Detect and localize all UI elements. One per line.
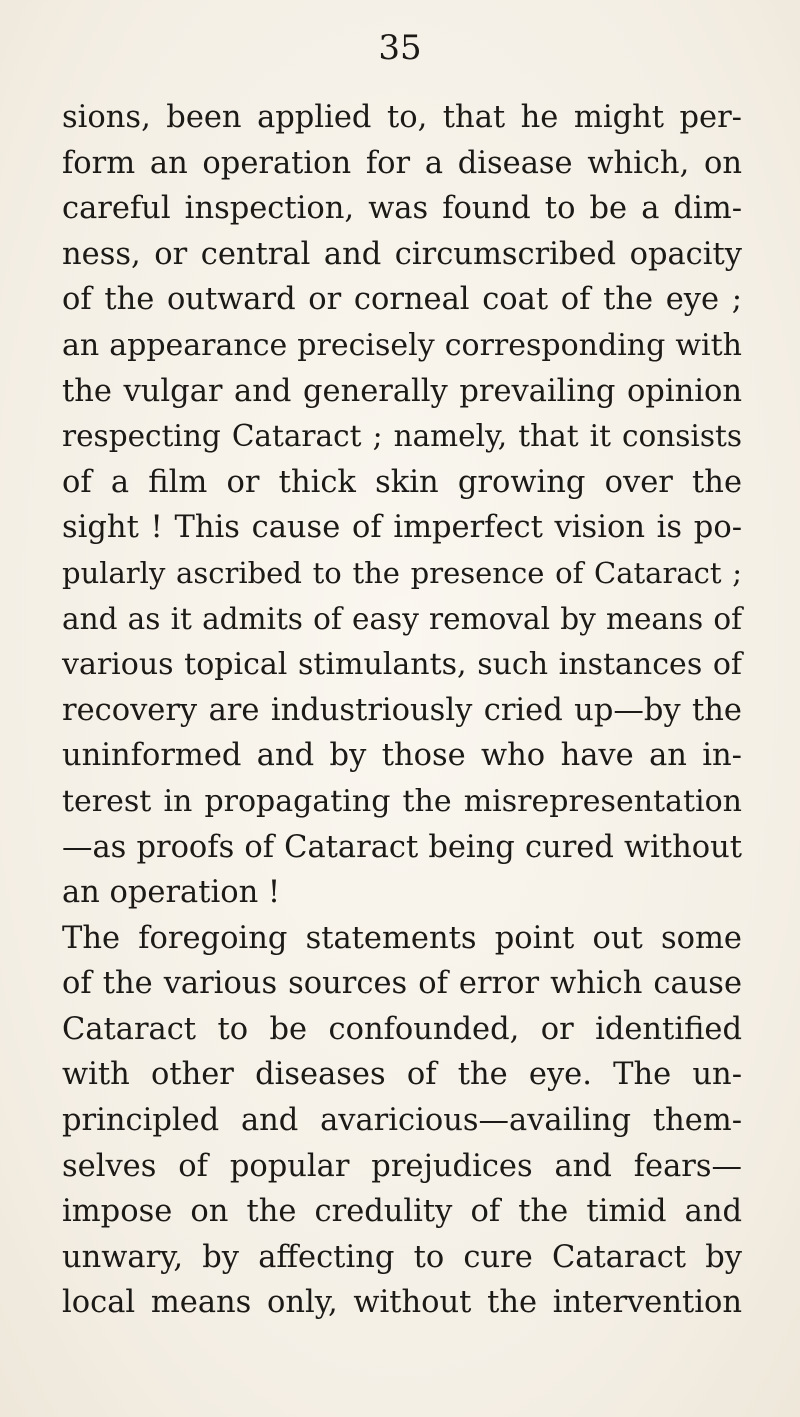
text-line: recovery are industriously cried up—by the xyxy=(62,692,742,728)
text-line: and as it admits of easy removal by means of xyxy=(62,601,742,636)
text-line: with other diseases of the eye. The un- xyxy=(62,1057,742,1093)
text-line: terest in propagating the misrepresentation xyxy=(62,783,742,819)
text-line: sight ! This cause of imperfect vision is po- xyxy=(62,510,742,546)
text-line: various topical stimulants, such instances of xyxy=(62,647,742,683)
text-line: uninformed and by those who have an in- xyxy=(62,738,742,774)
text-line: sions, been applied to, that he might per- xyxy=(62,100,742,135)
text-line: The foregoing statements point out some xyxy=(62,920,742,956)
text-line: of the outward or corneal coat of the eye ; xyxy=(62,282,742,318)
body-text xyxy=(62,95,742,1326)
text-line: pularly ascribed to the presence of Cataract ; xyxy=(62,555,742,590)
text-line: form an operation for a disease which, on xyxy=(62,145,742,181)
text-line: respecting Cataract ; namely, that it consists xyxy=(62,419,742,454)
text-line: ness, or central and circumscribed opacity xyxy=(62,236,742,272)
text-line: of the various sources of error which cause xyxy=(62,966,742,1002)
text-line: of a film or thick skin growing over the xyxy=(62,464,742,500)
text-line: an operation ! xyxy=(62,875,281,911)
text-line: the vulgar and generally prevailing opinion xyxy=(62,373,742,409)
text-line: —as proofs of Cataract being cured without xyxy=(62,829,742,865)
text-line: careful inspection, was found to be a dim- xyxy=(62,191,742,227)
text-line: local means only, without the intervention xyxy=(62,1285,742,1321)
page-number: 35 xyxy=(378,28,422,68)
text-line: principled and avaricious—availing them- xyxy=(62,1103,742,1139)
text-line: Cataract to be confounded, or identified xyxy=(62,1011,742,1047)
text-line: selves of popular prejudices and fears— xyxy=(62,1148,742,1184)
text-line: an appearance precisely corresponding with xyxy=(62,327,742,363)
text-line: impose on the credulity of the timid and xyxy=(62,1194,742,1230)
text-line: unwary, by affecting to cure Cataract by xyxy=(62,1239,742,1275)
